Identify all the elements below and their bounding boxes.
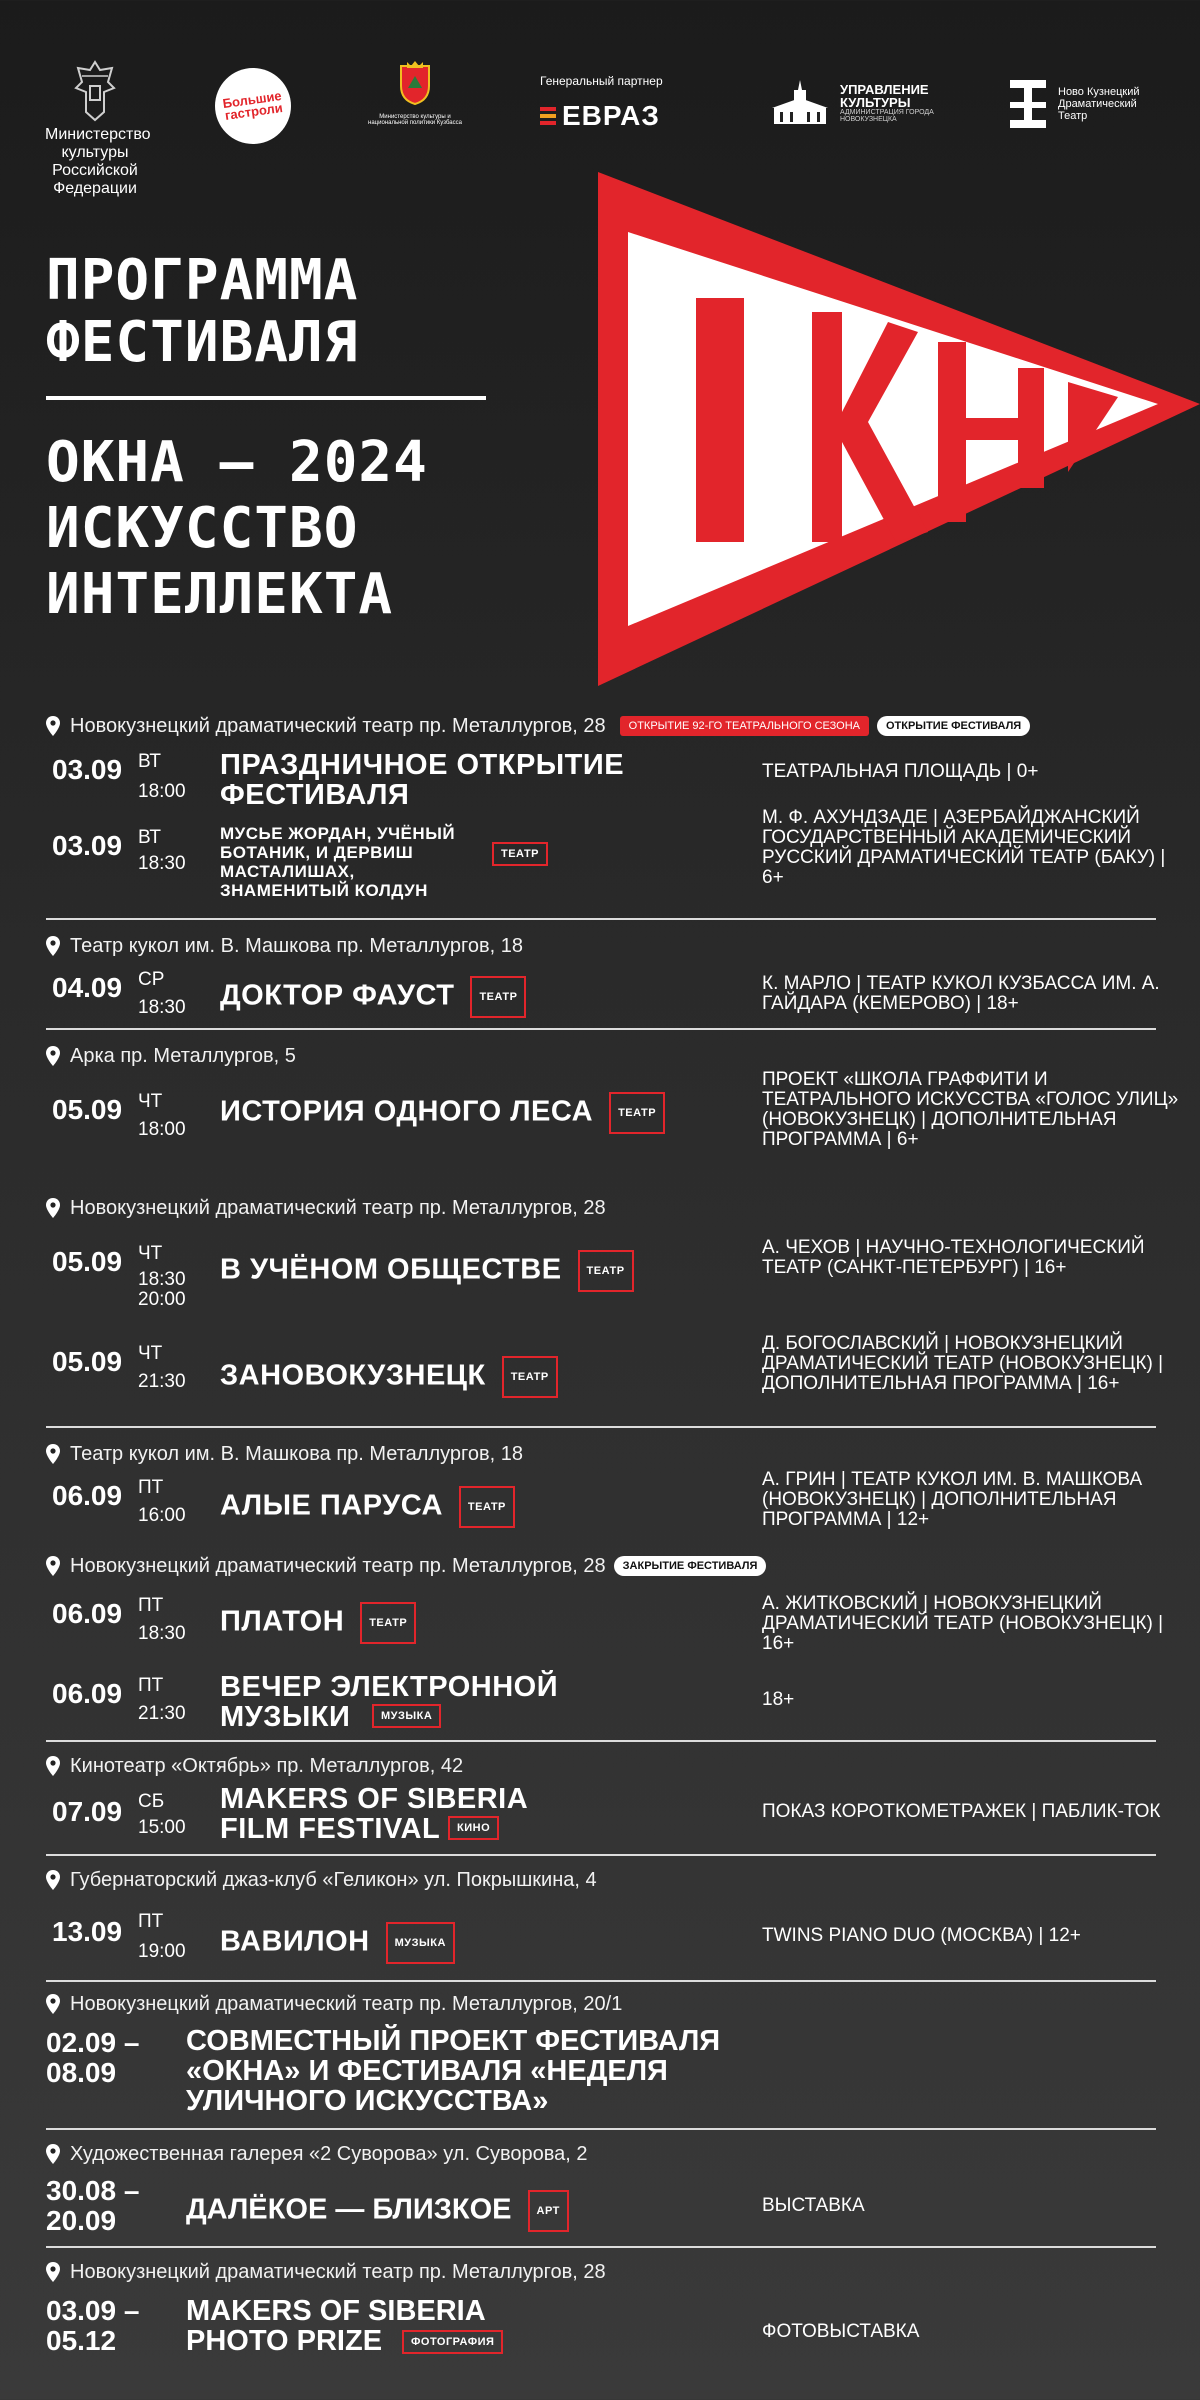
location-row	[46, 1990, 1156, 2018]
event-info: ПРОЕКТ «ШКОЛА ГРАФФИТИ И ТЕАТРАЛЬНОГО ИСКУССТВА «ГОЛОС УЛИЦ» (НОВОКУЗНЕЦК) | ДОПОЛНИТЕЛЬНАЯ ПРОГРАММА | 6+	[762, 1069, 1179, 1150]
event-name	[220, 1092, 665, 1134]
event-name-text: ЗАНОВОКУЗНЕЦК	[220, 1359, 486, 1392]
event-info: К. МАРЛО | ТЕАТР КУКОЛ КУЗБАССА ИМ. А. ГАЙДАРА (КЕМЕРОВО) | 18+	[762, 973, 1160, 1014]
event-tag: ТЕАТР	[578, 1250, 634, 1292]
event-time: 21:30	[138, 1371, 186, 1392]
event-dow: ЧТ	[138, 1091, 163, 1112]
upravlenie-title: УПРАВЛЕНИЕ КУЛЬТУРЫ	[840, 82, 929, 110]
event-name: СОВМЕСТНЫЙ ПРОЕКТ ФЕСТИВАЛЯ «ОКНА» И ФЕСТИВАЛЯ «НЕДЕЛЯ УЛИЧНОГО ИСКУССТВА»	[186, 2025, 721, 2117]
event-name: ВЕЧЕР ЭЛЕКТРОННОЙ МУЗЫКИ	[220, 1671, 559, 1733]
location-row	[46, 2258, 1156, 2286]
event-tag: ТЕАТР	[609, 1092, 665, 1134]
upravlenie-sub: АДМИНИСТРАЦИЯ ГОРОДА НОВОКУЗНЕЦКА	[840, 109, 934, 123]
event-tag: ТЕАТР	[459, 1486, 515, 1528]
location-pin-icon	[46, 1556, 60, 1576]
section-gelikon	[46, 1866, 1156, 1894]
event-date: 06.09	[52, 1598, 123, 1629]
location-text: Новокузнецкий драматический театр пр. Металлургов, 28	[70, 2260, 606, 2283]
section-arka	[46, 1042, 1156, 1070]
event-info: А. ЖИТКОВСКИЙ | НОВОКУЗНЕЦКИЙ ДРАМАТИЧЕСКИЙ ТЕАТР (НОВОКУЗНЕЦК) | 16+	[762, 1593, 1164, 1654]
section-teatr-kukol	[46, 932, 1156, 960]
event-name-text: ДАЛЁКОЕ — БЛИЗКОЕ	[186, 2193, 512, 2226]
event-date: 05.09	[52, 1094, 123, 1125]
location-pin-icon	[46, 1870, 60, 1890]
section-divider	[46, 1740, 1156, 1742]
location-row	[46, 1440, 1156, 1468]
location-pin-icon	[46, 1994, 60, 2014]
section-kinoteatr	[46, 1752, 1156, 1780]
event-time: 15:00	[138, 1817, 186, 1838]
location-pin-icon	[46, 716, 60, 736]
event-tag: ТЕАТР	[492, 842, 548, 866]
event-date: 06.09	[52, 1678, 123, 1709]
event-time: 16:00	[138, 1505, 186, 1526]
event-name: MAKERS OF SIBERIA FILM FESTIVAL	[220, 1783, 528, 1845]
event-tag: ТЕАТР	[360, 1602, 416, 1644]
event-tag: МУЗЫКА	[372, 1704, 441, 1728]
event-date: 03.09	[52, 830, 123, 861]
section-divider	[46, 1980, 1156, 1982]
event-name: МУСЬЕ ЖОРДАН, УЧЁНЫЙ БОТАНИК, И ДЕРВИШ МАСТАЛИШАХ, ЗНАМЕНИТЫЙ КОЛДУН	[220, 824, 456, 900]
event-date-to: 20.09	[46, 2205, 117, 2236]
event-tag: МУЗЫКА	[386, 1922, 455, 1964]
okna-flag-logo	[598, 172, 1200, 686]
event-dow: ЧТ	[138, 1243, 163, 1264]
location-row	[46, 1194, 1156, 1222]
section-dramteatr	[46, 1194, 1156, 1222]
minkult-logo	[45, 60, 151, 198]
event-dow: ПТ	[138, 1675, 164, 1696]
location-text: Губернаторский джаз-клуб «Геликон» ул. Покрышкина, 4	[70, 1868, 597, 1891]
evraz-name: ЕВРАЗ	[562, 100, 660, 131]
event-info: М. Ф. АХУНДЗАДЕ | АЗЕРБАЙДЖАНСКИЙ ГОСУДАРСТВЕННЫЙ АКАДЕМИЧЕСКИЙ РУССКИЙ ДРАМАТИЧЕСКИЙ ТЕАТР (БАКУ) | 6+	[762, 807, 1166, 888]
section-galereya	[46, 2140, 1156, 2168]
event-info: ВЫСТАВКА	[762, 2195, 865, 2216]
event-name	[220, 1486, 515, 1528]
hero-divider	[46, 396, 486, 400]
partner-logos	[0, 60, 1200, 197]
kuzbass-caption: Министерство культуры и национальной политики Кузбасса	[368, 114, 462, 126]
kuzbass-logo	[360, 60, 470, 126]
event-dow: ПТ	[138, 1595, 164, 1616]
section-divider	[46, 1854, 1156, 1856]
event-dow: СР	[138, 969, 165, 990]
event-time: 18:30	[138, 1623, 186, 1644]
bolshie-gastroli-logo	[215, 68, 291, 144]
section-divider	[46, 2128, 1156, 2130]
event-dow: ВТ	[138, 751, 162, 772]
event-name	[186, 2190, 569, 2232]
event-info: 18+	[762, 1689, 795, 1710]
section-dramteatr-20-1	[46, 1990, 1156, 2018]
section-teatr-kukol-2	[46, 1440, 1156, 1468]
event-date-from: 30.08 –	[46, 2175, 140, 2206]
event-name-text: ВАВИЛОН	[220, 1925, 370, 1958]
event-name: MAKERS OF SIBERIA PHOTO PRIZE	[186, 2295, 485, 2357]
location-pin-icon	[46, 2262, 60, 2282]
event-tag: КИНО	[448, 1816, 499, 1840]
partner-caption: Генеральный партнер	[540, 74, 663, 88]
location-pin-icon	[46, 1444, 60, 1464]
event-info: А. ГРИН | ТЕАТР КУКОЛ ИМ. В. МАШКОВА (НОВОКУЗНЕЦК) | ДОПОЛНИТЕЛЬНАЯ ПРОГРАММА | 12+	[762, 1469, 1143, 1530]
location-text: Новокузнецкий драматический театр пр. Металлургов, 28	[70, 1554, 606, 1577]
location-text: Театр кукол им. В. Машкова пр. Металлургов, 18	[70, 1442, 523, 1465]
hero-line-programma: ПРОГРАММА	[46, 248, 359, 313]
section-dramteatr-photo	[46, 2258, 1156, 2286]
location-pin-icon	[46, 1756, 60, 1776]
section-divider	[46, 1426, 1156, 1428]
event-tag: ФОТОГРАФИЯ	[402, 2330, 503, 2354]
hero-title	[46, 250, 496, 628]
event-time: 21:30	[138, 1703, 186, 1724]
event-name-text: ДОКТОР ФАУСТ	[220, 979, 455, 1012]
section-dramteatr-opening	[46, 712, 1156, 740]
evraz-logo	[540, 74, 700, 132]
event-tag: ТЕАТР	[502, 1356, 558, 1398]
hero-line-iskusstvo: ИСКУССТВО	[46, 496, 359, 561]
event-date: 04.09	[52, 972, 123, 1003]
event-info: Д. БОГОСЛАВСКИЙ | НОВОКУЗНЕЦКИЙ ДРАМАТИЧЕСКИЙ ТЕАТР (НОВОКУЗНЕЦК) | ДОПОЛНИТЕЛЬНАЯ ПРОГРАММА | 16+	[762, 1333, 1164, 1394]
event-date-to: 05.12	[46, 2325, 117, 2356]
location-pin-icon	[46, 1198, 60, 1218]
eagle-emblem-icon	[74, 60, 116, 122]
location-row	[46, 1752, 1156, 1780]
event-name	[220, 1250, 634, 1292]
festival-closing-badge: ЗАКРЫТИЕ ФЕСТИВАЛЯ	[614, 1556, 767, 1576]
location-row	[46, 712, 1156, 740]
bolshie-gastroli-text: Большие гастроли	[221, 88, 284, 123]
event-date: 13.09	[52, 1916, 123, 1947]
event-info: ПОКАЗ КОРОТКОМЕТРАЖЕК | ПАБЛИК-ТОК	[762, 1801, 1161, 1822]
event-info: ТЕАТРАЛЬНАЯ ПЛОЩАДЬ | 0+	[762, 761, 1039, 782]
evraz-bars-icon	[540, 107, 556, 125]
location-text: Кинотеатр «Октябрь» пр. Металлургов, 42	[70, 1754, 464, 1777]
ndt-mark-icon	[1008, 78, 1048, 130]
location-pin-icon	[46, 2144, 60, 2164]
hero-line-okna-2024: ОКНА — 2024	[46, 430, 428, 495]
event-date: 07.09	[52, 1796, 123, 1827]
event-name	[220, 1922, 455, 1964]
section-dramteatr-closing	[46, 1552, 1156, 1580]
location-row	[46, 2140, 1156, 2168]
event-tag: АРТ	[528, 2190, 569, 2232]
location-text: Новокузнецкий драматический театр пр. Металлургов, 20/1	[70, 1992, 623, 2015]
event-dow: СБ	[138, 1791, 165, 1812]
event-name	[220, 1356, 558, 1398]
event-time: 19:00	[138, 1941, 186, 1962]
location-pin-icon	[46, 936, 60, 956]
ndt-caption: Ново Кузнецкий Драматический Театр	[1058, 86, 1140, 122]
hero-line-festivalya: ФЕСТИВАЛЯ	[46, 310, 359, 375]
location-text: Новокузнецкий драматический театр пр. Металлургов, 28	[70, 714, 606, 737]
event-name-text: В УЧЁНОМ ОБЩЕСТВЕ	[220, 1253, 562, 1286]
section-divider	[46, 1028, 1156, 1030]
okna-flag-text: ОКНА	[598, 172, 601, 173]
festival-opening-badge: ОТКРЫТИЕ ФЕСТИВАЛЯ	[877, 716, 1030, 736]
event-date: 03.09	[52, 754, 123, 785]
upravlenie-logo	[768, 78, 940, 128]
event-dow: ЧТ	[138, 1343, 163, 1364]
location-text: Театр кукол им. В. Машкова пр. Металлургов, 18	[70, 934, 523, 957]
hero-line-intellekta: ИНТЕЛЛЕКТА	[46, 562, 394, 627]
location-text: Художественная галерея «2 Суворова» ул. Суворова, 2	[70, 2142, 588, 2165]
minkult-caption: Министерство культуры Российской Федерации	[45, 126, 151, 197]
event-name-text: ПЛАТОН	[220, 1605, 345, 1638]
event-name	[220, 1602, 416, 1644]
location-pin-icon	[46, 1046, 60, 1066]
event-name-text: ИСТОРИЯ ОДНОГО ЛЕСА	[220, 1095, 594, 1128]
event-date: 05.09	[52, 1246, 123, 1277]
event-time: 18:00	[138, 1119, 186, 1140]
event-time-2: 20:00	[138, 1289, 186, 1310]
event-time: 18:30	[138, 853, 186, 874]
location-text: Арка пр. Металлургов, 5	[70, 1044, 296, 1067]
event-info: ФОТОВЫСТАВКА	[762, 2321, 920, 2342]
event-name: ПРАЗДНИЧНОЕ ОТКРЫТИЕ ФЕСТИВАЛЯ	[220, 749, 625, 811]
event-date: 06.09	[52, 1480, 123, 1511]
event-date: 05.09	[52, 1346, 123, 1377]
location-row	[46, 932, 1156, 960]
building-icon	[768, 78, 832, 128]
event-tag: ТЕАТР	[470, 976, 526, 1018]
kuzbass-shield-icon	[397, 60, 433, 106]
event-time: 18:30	[138, 1269, 186, 1290]
event-time: 18:30	[138, 997, 186, 1018]
event-info: А. ЧЕХОВ | НАУЧНО-ТЕХНОЛОГИЧЕСКИЙ ТЕАТР (САНКТ-ПЕТЕРБУРГ) | 16+	[762, 1237, 1145, 1278]
location-row	[46, 1866, 1156, 1894]
event-info: TWINS PIANO DUO (МОСКВА) | 12+	[762, 1925, 1081, 1946]
section-divider	[46, 2246, 1156, 2248]
event-date-to: 08.09	[46, 2057, 117, 2088]
event-dow: ПТ	[138, 1911, 164, 1932]
section-divider	[46, 918, 1156, 920]
ndt-logo	[1008, 78, 1154, 130]
event-time: 18:00	[138, 781, 186, 802]
event-name-text: АЛЫЕ ПАРУСА	[220, 1489, 443, 1522]
event-dow: ПТ	[138, 1477, 164, 1498]
location-text: Новокузнецкий драматический театр пр. Металлургов, 28	[70, 1196, 606, 1219]
location-row	[46, 1552, 1156, 1580]
event-date-from: 02.09 –	[46, 2027, 140, 2058]
location-row	[46, 1042, 1156, 1070]
event-dow: ВТ	[138, 827, 162, 848]
event-date-from: 03.09 –	[46, 2295, 140, 2326]
season-opening-badge: ОТКРЫТИЕ 92-ГО ТЕАТРАЛЬНОГО СЕЗОНА	[620, 716, 869, 736]
event-name	[220, 976, 526, 1018]
